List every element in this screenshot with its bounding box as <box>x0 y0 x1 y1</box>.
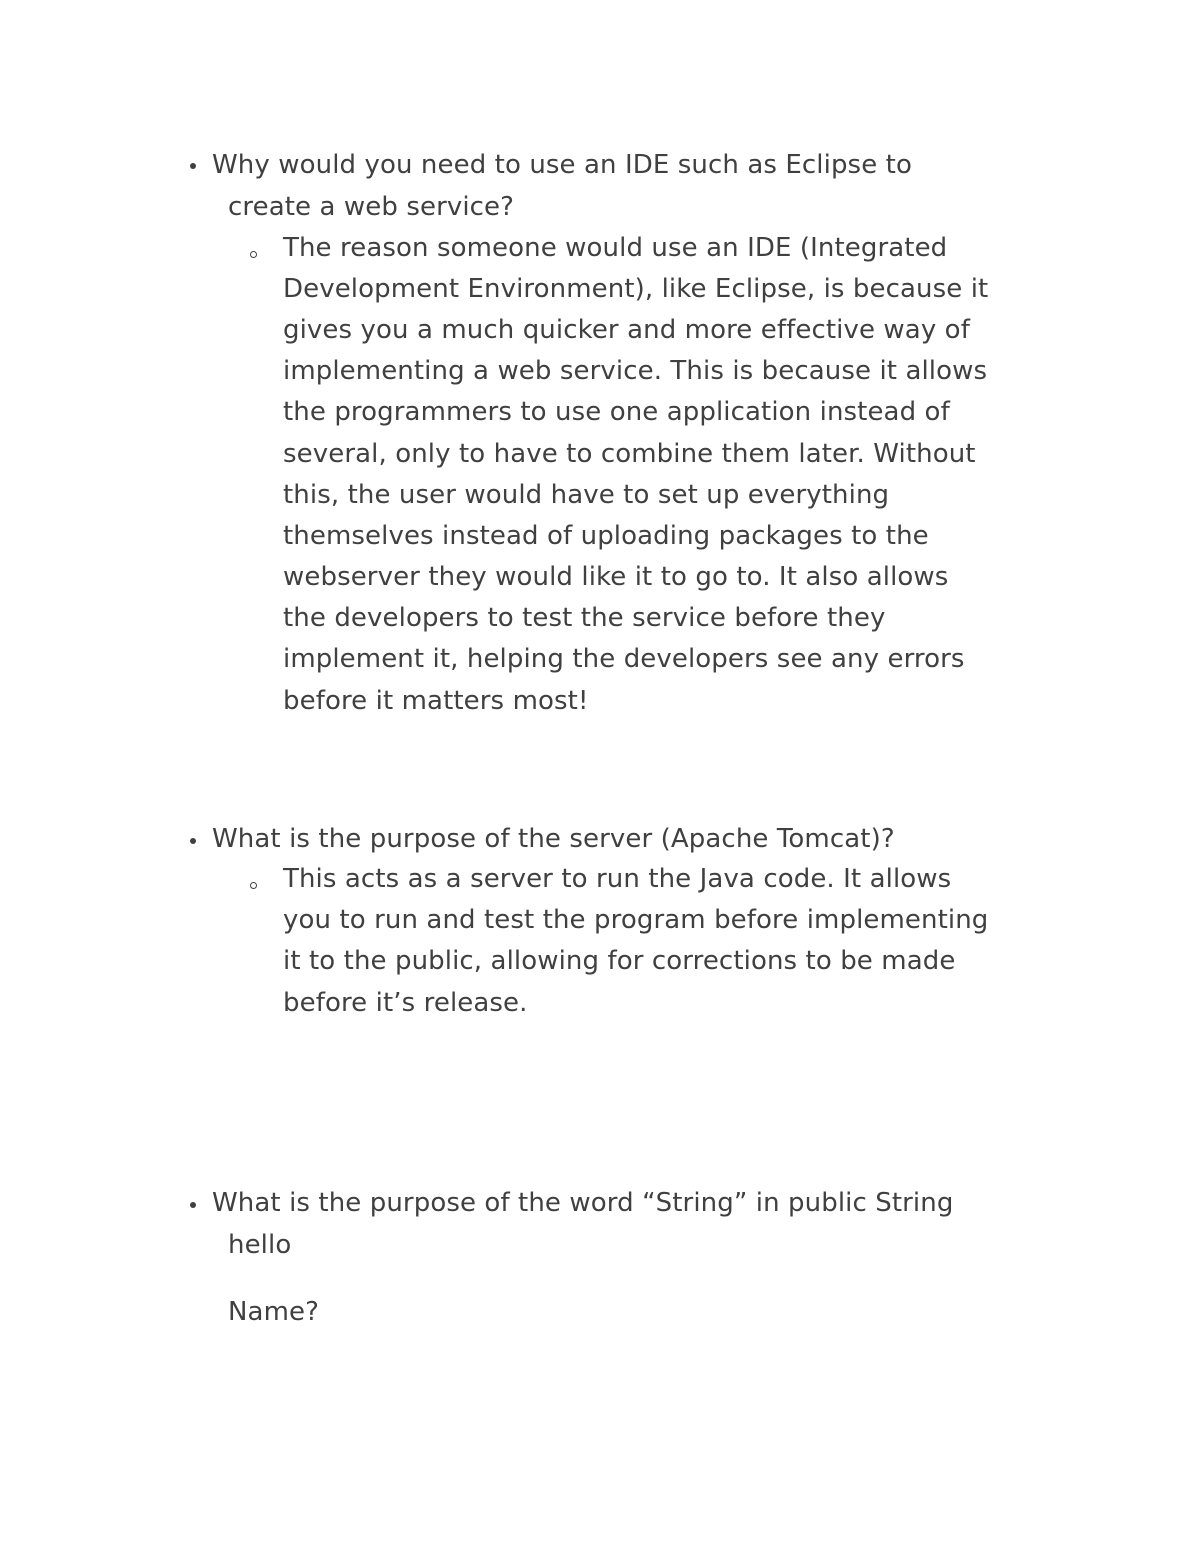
question-1-line-2: create a web service? <box>228 192 515 222</box>
bullet-icon <box>190 1202 196 1208</box>
answer-1-line-4: implementing a web service. This is because it allows <box>283 356 988 386</box>
answer-1-line-12: before it matters most! <box>283 686 589 716</box>
answer-1-line-6: several, only to have to combine them later. Without <box>283 439 976 469</box>
bullet-icon <box>190 838 196 844</box>
question-3-line-2: hello <box>228 1230 292 1260</box>
bullet-icon <box>190 163 196 169</box>
answer-2-line-2: you to run and test the program before implementing <box>283 905 989 935</box>
answer-1-line-11: implement it, helping the developers see any errors <box>283 644 965 674</box>
answer-2-line-4: before it’s release. <box>283 988 528 1018</box>
question-1-line-1: Why would you need to use an IDE such as Eclipse to <box>212 150 912 180</box>
name-label: Name? <box>228 1297 320 1327</box>
answer-1-line-2: Development Environment), like Eclipse, is because it <box>283 274 989 304</box>
sub-bullet-icon <box>250 251 257 258</box>
answer-1-line-7: this, the user would have to set up everything <box>283 480 890 510</box>
answer-2-line-1: This acts as a server to run the Java code. It allows <box>283 864 952 894</box>
question-2-line-1: What is the purpose of the server (Apache Tomcat)? <box>212 824 895 854</box>
answer-2-line-3: it to the public, allowing for corrections to be made <box>283 946 956 976</box>
answer-1-line-8: themselves instead of uploading packages to the <box>283 521 929 551</box>
answer-1-line-9: webserver they would like it to go to. It also allows <box>283 562 949 592</box>
answer-1-line-10: the developers to test the service before they <box>283 603 886 633</box>
answer-1-line-3: gives you a much quicker and more effective way of <box>283 315 970 345</box>
answer-1-line-1: The reason someone would use an IDE (Integrated <box>283 233 948 263</box>
sub-bullet-icon <box>250 882 257 889</box>
question-3-line-1: What is the purpose of the word “String” in public String <box>212 1188 954 1218</box>
answer-1-line-5: the programmers to use one application instead of <box>283 397 950 427</box>
